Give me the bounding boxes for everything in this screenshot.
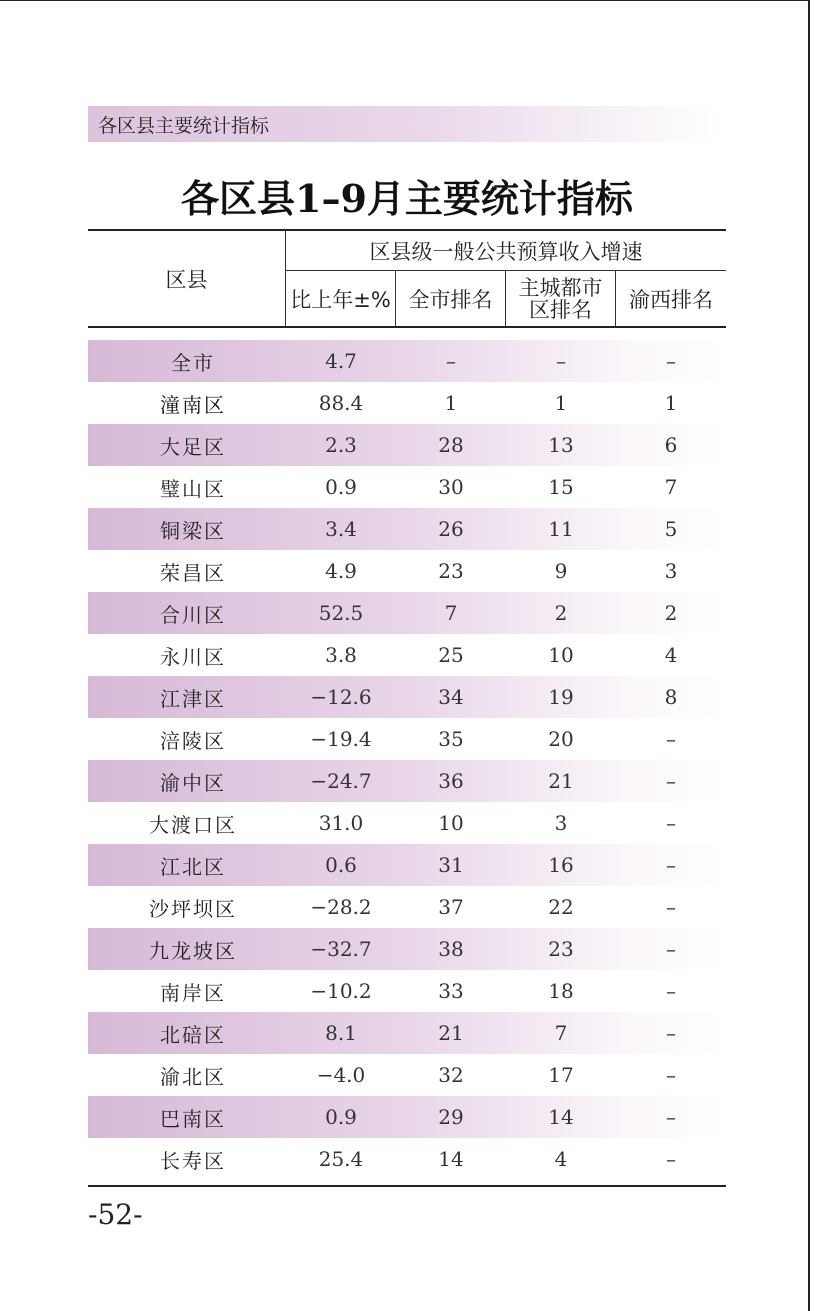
city-rank-value: 32 bbox=[438, 1063, 464, 1087]
growth-value: 88.4 bbox=[318, 391, 364, 415]
table-row bbox=[88, 382, 726, 424]
growth-value: −4.0 bbox=[316, 1063, 366, 1087]
main-city-rank-value: 18 bbox=[548, 979, 574, 1003]
table-bottom-rule bbox=[88, 1185, 726, 1187]
table-row bbox=[88, 1012, 726, 1054]
table-row bbox=[88, 1138, 726, 1180]
west-rank-value: – bbox=[666, 979, 676, 1003]
west-rank-value: – bbox=[666, 937, 676, 961]
west-rank-value: – bbox=[666, 853, 676, 877]
district-name: 大渡口区 bbox=[149, 812, 237, 837]
main-city-rank-value: 13 bbox=[548, 433, 574, 457]
table-row bbox=[88, 634, 726, 676]
district-name: 渝北区 bbox=[160, 1064, 226, 1089]
table-row bbox=[88, 424, 726, 466]
main-city-rank-value: 2 bbox=[554, 601, 568, 625]
city-rank-value: 10 bbox=[438, 811, 464, 835]
table-header bbox=[88, 231, 726, 328]
growth-value: 2.3 bbox=[325, 433, 357, 457]
growth-value: −24.7 bbox=[310, 769, 372, 793]
west-rank-value: – bbox=[666, 1105, 676, 1129]
west-rank-value: – bbox=[666, 895, 676, 919]
table-row bbox=[88, 844, 726, 886]
table-row bbox=[88, 466, 726, 508]
table-row bbox=[88, 886, 726, 928]
city-rank-value: 34 bbox=[438, 685, 464, 709]
main-city-rank-value: 9 bbox=[554, 559, 568, 583]
main-city-rank-value: 3 bbox=[554, 811, 568, 835]
main-city-rank-value: 1 bbox=[554, 391, 568, 415]
table-row bbox=[88, 802, 726, 844]
main-city-rank-value: 17 bbox=[548, 1063, 574, 1087]
growth-value: −19.4 bbox=[310, 727, 372, 751]
header-district: 区县 bbox=[88, 231, 286, 326]
city-rank-value: 21 bbox=[438, 1021, 464, 1045]
header-west-rank: 渝西排名 bbox=[629, 287, 713, 312]
west-rank-value: 1 bbox=[664, 391, 678, 415]
city-rank-value: 36 bbox=[438, 769, 464, 793]
district-name: 璧山区 bbox=[160, 476, 226, 501]
west-rank-value: – bbox=[666, 1063, 676, 1087]
main-city-rank-value: 22 bbox=[548, 895, 574, 919]
district-name: 长寿区 bbox=[160, 1148, 226, 1173]
table-row bbox=[88, 970, 726, 1012]
growth-value: 31.0 bbox=[318, 811, 364, 835]
city-rank-value: 28 bbox=[438, 433, 464, 457]
city-rank-value: 7 bbox=[444, 601, 458, 625]
growth-value: 0.9 bbox=[325, 475, 357, 499]
section-banner-label: 各区县主要统计指标 bbox=[98, 114, 270, 137]
west-rank-value: 7 bbox=[664, 475, 678, 499]
district-name: 江北区 bbox=[160, 854, 226, 879]
growth-value: −12.6 bbox=[310, 685, 372, 709]
city-rank-value: 25 bbox=[438, 643, 464, 667]
district-name: 江津区 bbox=[160, 686, 226, 711]
table-row bbox=[88, 676, 726, 718]
district-name: 渝中区 bbox=[160, 770, 226, 795]
growth-value: 3.8 bbox=[325, 643, 357, 667]
west-rank-value: 3 bbox=[664, 559, 678, 583]
district-name: 全市 bbox=[171, 350, 215, 375]
header-main-city-rank bbox=[506, 271, 616, 326]
main-city-rank-value: 23 bbox=[548, 937, 574, 961]
district-name: 永川区 bbox=[160, 644, 226, 669]
west-rank-value: 4 bbox=[664, 643, 678, 667]
page-number: -52- bbox=[88, 1198, 143, 1231]
growth-value: 0.6 bbox=[325, 853, 357, 877]
table-row bbox=[88, 592, 726, 634]
growth-value: 0.9 bbox=[325, 1105, 357, 1129]
west-rank-value: – bbox=[666, 811, 676, 835]
main-city-rank-value: 10 bbox=[548, 643, 574, 667]
table-row bbox=[88, 340, 726, 382]
west-rank-value: 8 bbox=[664, 685, 678, 709]
main-city-rank-value: 11 bbox=[548, 517, 574, 541]
west-rank-value: 5 bbox=[664, 517, 678, 541]
city-rank-value: 14 bbox=[438, 1147, 464, 1171]
city-rank-value: 37 bbox=[438, 895, 464, 919]
city-rank-value: – bbox=[446, 349, 456, 373]
growth-value: 3.4 bbox=[325, 517, 357, 541]
growth-value: 8.1 bbox=[325, 1021, 357, 1045]
west-rank-value: 6 bbox=[664, 433, 678, 457]
growth-value: −32.7 bbox=[310, 937, 372, 961]
table-row bbox=[88, 1096, 726, 1138]
west-rank-value: – bbox=[666, 1021, 676, 1045]
city-rank-value: 29 bbox=[438, 1105, 464, 1129]
district-name: 北碚区 bbox=[160, 1022, 226, 1047]
main-city-rank-value: 21 bbox=[548, 769, 574, 793]
table-row bbox=[88, 1054, 726, 1096]
main-city-rank-value: 7 bbox=[554, 1021, 568, 1045]
main-city-rank-value: 19 bbox=[548, 685, 574, 709]
west-rank-value: 2 bbox=[664, 601, 678, 625]
table-body bbox=[88, 340, 726, 1180]
district-name: 大足区 bbox=[160, 434, 226, 459]
city-rank-value: 23 bbox=[438, 559, 464, 583]
west-rank-value: – bbox=[666, 727, 676, 751]
growth-value: 4.9 bbox=[325, 559, 357, 583]
district-name: 九龙坡区 bbox=[149, 938, 237, 963]
growth-value: 52.5 bbox=[318, 601, 364, 625]
header-revenue-growth-group: 区县级一般公共预算收入增速 bbox=[286, 231, 726, 271]
main-city-rank-value: 16 bbox=[548, 853, 574, 877]
growth-value: −28.2 bbox=[310, 895, 372, 919]
header-city-rank: 全市排名 bbox=[396, 271, 506, 326]
main-city-rank-value: 4 bbox=[554, 1147, 568, 1171]
west-rank-value: – bbox=[666, 349, 676, 373]
growth-value: 25.4 bbox=[318, 1147, 364, 1171]
growth-value: −10.2 bbox=[310, 979, 372, 1003]
west-rank-value: – bbox=[666, 769, 676, 793]
table-row bbox=[88, 718, 726, 760]
district-name: 潼南区 bbox=[160, 392, 226, 417]
header-main-city-rank-line2: 区排名 bbox=[529, 297, 592, 322]
main-city-rank-value: – bbox=[556, 349, 566, 373]
district-name: 合川区 bbox=[160, 602, 226, 627]
district-name: 涪陵区 bbox=[160, 728, 226, 753]
table-row bbox=[88, 550, 726, 592]
main-city-rank-value: 15 bbox=[548, 475, 574, 499]
district-name: 沙坪坝区 bbox=[149, 896, 237, 921]
district-name: 荣昌区 bbox=[160, 560, 226, 585]
city-rank-value: 38 bbox=[438, 937, 464, 961]
district-name: 铜梁区 bbox=[160, 518, 226, 543]
city-rank-value: 30 bbox=[438, 475, 464, 499]
district-name: 南岸区 bbox=[160, 980, 226, 1005]
growth-value: 4.7 bbox=[325, 349, 357, 373]
city-rank-value: 31 bbox=[438, 853, 464, 877]
city-rank-value: 26 bbox=[438, 517, 464, 541]
header-growth-percent: 比上年±% bbox=[286, 271, 396, 326]
main-city-rank-value: 20 bbox=[548, 727, 574, 751]
district-name: 巴南区 bbox=[160, 1106, 226, 1131]
page-title: 各区县1–9月主要统计指标 bbox=[181, 176, 633, 221]
table-row bbox=[88, 508, 726, 550]
city-rank-value: 1 bbox=[444, 391, 458, 415]
table-row bbox=[88, 760, 726, 802]
section-banner bbox=[88, 106, 720, 142]
main-city-rank-value: 14 bbox=[548, 1105, 574, 1129]
header-main-city-rank-line1: 主城都市 bbox=[518, 275, 603, 300]
city-rank-value: 33 bbox=[438, 979, 464, 1003]
west-rank-value: – bbox=[666, 1147, 676, 1171]
table-row bbox=[88, 928, 726, 970]
statistics-table bbox=[88, 229, 726, 1187]
city-rank-value: 35 bbox=[438, 727, 464, 751]
